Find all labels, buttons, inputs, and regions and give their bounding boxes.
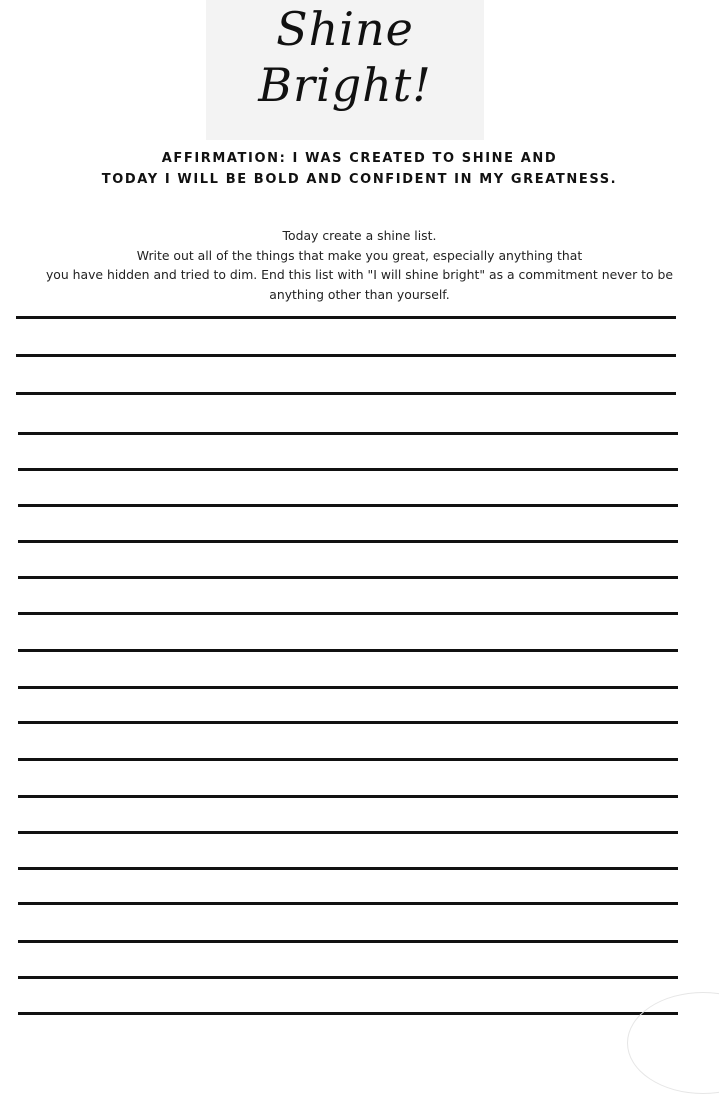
writing-line[interactable] [18, 468, 678, 471]
writing-line[interactable] [18, 612, 678, 615]
writing-line[interactable] [18, 432, 678, 435]
instructions-line-3: you have hidden and tried to dim. End this list with "I will shine bright" as a commitment never to be [45, 267, 674, 282]
affirmation [0, 148, 719, 190]
title-line-1: Shine [276, 2, 414, 56]
writing-line[interactable] [18, 867, 678, 870]
instructions-line-1: Today create a shine list. [282, 228, 437, 243]
writing-line[interactable] [18, 795, 678, 798]
writing-line[interactable] [16, 354, 676, 357]
writing-line[interactable] [18, 504, 678, 507]
writing-line[interactable] [18, 758, 678, 761]
instructions [0, 226, 719, 304]
writing-line[interactable] [18, 649, 678, 652]
writing-line[interactable] [18, 831, 678, 834]
writing-line[interactable] [18, 540, 678, 543]
writing-line[interactable] [18, 940, 678, 943]
writing-line[interactable] [18, 721, 678, 724]
title-panel [206, 0, 484, 140]
writing-line[interactable] [18, 1012, 678, 1015]
affirmation-line-2: TODAY I WILL BE BOLD AND CONFIDENT IN MY GREATNESS. [101, 172, 618, 187]
instructions-line-4: anything other than yourself. [269, 286, 450, 302]
writing-line[interactable] [18, 902, 678, 905]
writing-line[interactable] [18, 576, 678, 579]
affirmation-line-1: AFFIRMATION: I WAS CREATED TO SHINE AND [161, 151, 558, 166]
writing-line[interactable] [16, 316, 676, 319]
instructions-line-2: Write out all of the things that make you great, especially anything that [136, 247, 583, 263]
writing-line[interactable] [18, 976, 678, 979]
writing-line[interactable] [16, 392, 676, 395]
title-line-2: Bright! [258, 58, 432, 112]
corner-decoration [627, 992, 719, 1094]
writing-line[interactable] [18, 686, 678, 689]
